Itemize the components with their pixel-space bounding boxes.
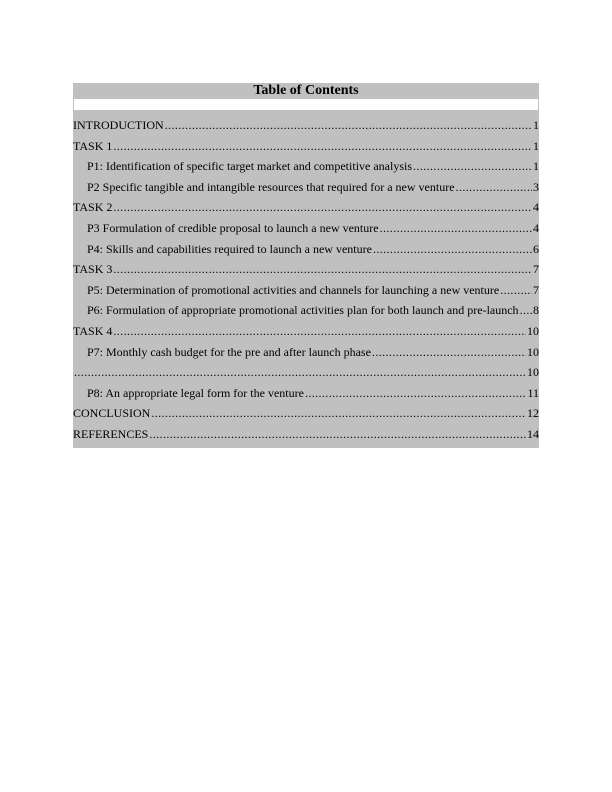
toc-dot-leader [373,239,532,260]
toc-dot-leader [380,218,532,239]
toc-entry-label: P2 Specific tangible and intangible resources that required for a new venture [87,179,455,194]
toc-entry-label: INTRODUCTION [73,118,164,132]
toc-entry[interactable] [73,321,539,342]
toc-dot-leader [500,280,532,301]
toc-entry-label: P4: Skills and capabilities required to launch a new venture [87,241,372,256]
toc-dot-leader [113,136,532,157]
toc-entry-label: P8: An appropriate legal form for the venture [87,385,304,400]
toc-entry[interactable] [73,259,539,280]
toc-dot-leader [113,259,532,280]
toc-dot-leader [305,383,527,404]
toc-entry-label: P1: Identification of specific target market and competitive analysis [87,159,413,174]
toc-entry-label: TASK 4 [73,323,113,338]
toc-entry[interactable] [73,115,539,136]
toc-dot-leader [456,177,532,198]
toc-entry-page: 1 [533,138,539,153]
toc-entry-page: 12 [527,406,539,421]
toc-dot-leader [413,156,532,177]
toc-entry-label: TASK 3 [73,262,113,277]
toc-entry-page: 1 [533,159,539,174]
toc-title: Table of Contents [73,83,539,99]
table-of-contents [73,83,539,448]
toc-entry-page: 11 [527,385,539,400]
toc-entry-page: 7 [533,282,539,297]
toc-entry[interactable] [73,136,539,157]
toc-dot-leader [113,321,526,342]
toc-entry-label: P3 Formulation of credible proposal to launch a new venture [87,220,379,235]
toc-entry-page: 4 [533,200,539,215]
toc-dot-leader [149,424,526,445]
toc-dot-leader [372,342,526,363]
toc-entry-page: 1 [533,118,539,132]
toc-entry-page: 4 [533,220,539,235]
toc-entry-page: 6 [533,241,539,256]
toc-dot-leader [74,362,526,383]
toc-entry-page: 8 [533,303,539,318]
toc-entry-page: 10 [527,323,539,338]
toc-entry[interactable] [73,280,539,301]
toc-dot-leader [113,197,532,218]
toc-entry-label: TASK 2 [73,200,113,215]
toc-entry[interactable] [73,300,539,321]
toc-entry-list [73,111,539,448]
toc-entry[interactable] [73,156,539,177]
toc-entry[interactable] [73,218,539,239]
toc-entry-page: 7 [533,262,539,277]
toc-entry[interactable] [73,424,539,445]
toc-title-gap [73,99,539,111]
toc-entry-label: CONCLUSION [73,406,151,421]
toc-entry-label: P5: Determination of promotional activities and channels for launching a new venture [87,282,500,297]
toc-entry-label: REFERENCES [73,426,149,441]
toc-entry[interactable] [73,342,539,363]
toc-entry[interactable] [73,362,539,383]
toc-entry[interactable] [73,383,539,404]
toc-entry-page: 10 [527,365,539,380]
toc-dot-leader [165,115,532,136]
toc-dot-leader [151,403,526,424]
toc-entry-label: TASK 1 [73,138,113,153]
toc-entry-page: 10 [527,344,539,359]
toc-dot-leader [520,300,532,321]
toc-entry[interactable] [73,239,539,260]
toc-entry-label: P6: Formulation of appropriate promotional activities plan for both launch and pre-launch [87,303,519,318]
toc-entry[interactable] [73,197,539,218]
toc-entry-page: 3 [533,179,539,194]
toc-entry[interactable] [73,403,539,424]
toc-entry-label: P7: Monthly cash budget for the pre and after launch phase [87,344,371,359]
toc-entry-page: 14 [527,426,539,441]
toc-entry[interactable] [73,177,539,198]
